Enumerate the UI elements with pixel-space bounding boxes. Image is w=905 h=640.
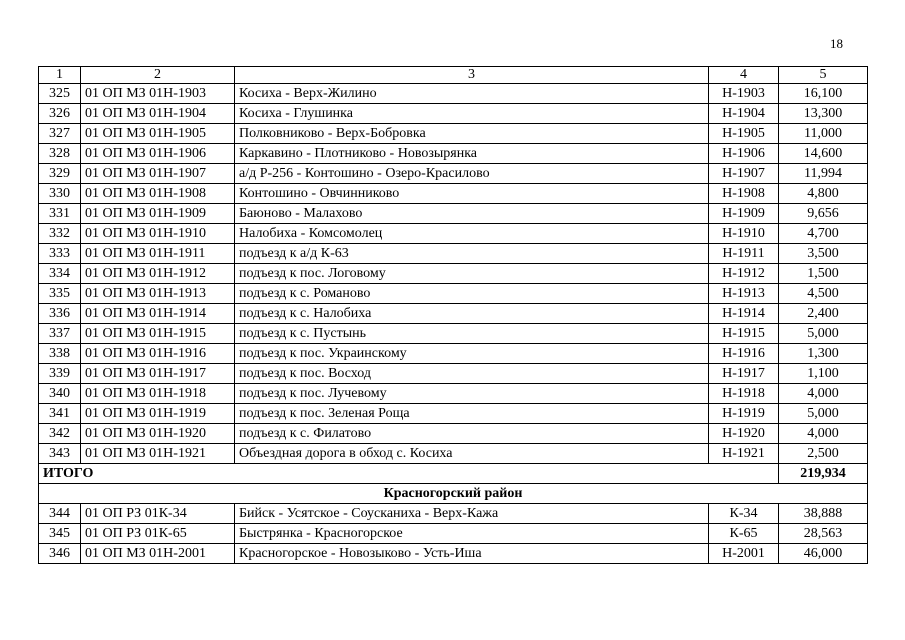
road-id: 01 ОП МЗ 01Н-1916 xyxy=(81,344,235,364)
row-number: 326 xyxy=(39,104,81,124)
road-length: 2,500 xyxy=(779,444,868,464)
table-row xyxy=(39,304,868,324)
table-row xyxy=(39,224,868,244)
road-length: 28,563 xyxy=(779,524,868,544)
road-name: подъезд к с. Пустынь xyxy=(235,324,709,344)
road-length: 4,500 xyxy=(779,284,868,304)
row-number: 345 xyxy=(39,524,81,544)
road-code: Н-1916 xyxy=(709,344,779,364)
road-name: Косиха - Верх-Жилино xyxy=(235,84,709,104)
road-name: подъезд к а/д К-63 xyxy=(235,244,709,264)
table-row xyxy=(39,444,868,464)
road-id: 01 ОП МЗ 01Н-1908 xyxy=(81,184,235,204)
road-name: подъезд к пос. Восход xyxy=(235,364,709,384)
road-length: 46,000 xyxy=(779,544,868,564)
road-id: 01 ОП МЗ 01Н-2001 xyxy=(81,544,235,564)
row-number: 328 xyxy=(39,144,81,164)
road-code: Н-1921 xyxy=(709,444,779,464)
road-length: 3,500 xyxy=(779,244,868,264)
column-number-row xyxy=(39,67,868,84)
road-name: Налобиха - Комсомолец xyxy=(235,224,709,244)
road-name: Баюново - Малахово xyxy=(235,204,709,224)
table-row xyxy=(39,344,868,364)
road-name: подъезд к с. Филатово xyxy=(235,424,709,444)
road-code: Н-1911 xyxy=(709,244,779,264)
road-code: Н-1907 xyxy=(709,164,779,184)
road-length: 1,500 xyxy=(779,264,868,284)
road-id: 01 ОП МЗ 01Н-1910 xyxy=(81,224,235,244)
row-number: 330 xyxy=(39,184,81,204)
row-number: 334 xyxy=(39,264,81,284)
table-row xyxy=(39,404,868,424)
road-name: подъезд к с. Налобиха xyxy=(235,304,709,324)
road-id: 01 ОП МЗ 01Н-1906 xyxy=(81,144,235,164)
row-number: 333 xyxy=(39,244,81,264)
road-length: 13,300 xyxy=(779,104,868,124)
road-length: 1,100 xyxy=(779,364,868,384)
road-name: Косиха - Глушинка xyxy=(235,104,709,124)
road-name: подъезд к пос. Украинскому xyxy=(235,344,709,364)
road-code: Н-1905 xyxy=(709,124,779,144)
road-name: подъезд к с. Романово xyxy=(235,284,709,304)
road-id: 01 ОП МЗ 01Н-1913 xyxy=(81,284,235,304)
table-row xyxy=(39,424,868,444)
road-code: Н-1915 xyxy=(709,324,779,344)
road-code: Н-1910 xyxy=(709,224,779,244)
district-title: Красногорский район xyxy=(39,484,868,504)
road-id: 01 ОП МЗ 01Н-1911 xyxy=(81,244,235,264)
road-code: Н-1913 xyxy=(709,284,779,304)
road-length: 4,800 xyxy=(779,184,868,204)
table-row xyxy=(39,544,868,564)
road-code: Н-1904 xyxy=(709,104,779,124)
road-length: 4,700 xyxy=(779,224,868,244)
table-row xyxy=(39,184,868,204)
road-length: 4,000 xyxy=(779,424,868,444)
road-code: Н-1914 xyxy=(709,304,779,324)
table-row xyxy=(39,504,868,524)
road-id: 01 ОП МЗ 01Н-1920 xyxy=(81,424,235,444)
roads-table xyxy=(38,66,868,564)
road-name: Быстрянка - Красногорское xyxy=(235,524,709,544)
row-number: 332 xyxy=(39,224,81,244)
row-number: 336 xyxy=(39,304,81,324)
table-row xyxy=(39,204,868,224)
row-number: 341 xyxy=(39,404,81,424)
page-number: 18 xyxy=(830,36,843,51)
row-number: 343 xyxy=(39,444,81,464)
column-number: 2 xyxy=(81,67,235,84)
column-number: 4 xyxy=(709,67,779,84)
table-row xyxy=(39,104,868,124)
road-id: 01 ОП РЗ 01К-65 xyxy=(81,524,235,544)
road-name: Полковниково - Верх-Бобровка xyxy=(235,124,709,144)
road-code: Н-1917 xyxy=(709,364,779,384)
road-code: К-34 xyxy=(709,504,779,524)
total-value: 219,934 xyxy=(779,464,868,484)
road-id: 01 ОП МЗ 01Н-1903 xyxy=(81,84,235,104)
road-id: 01 ОП МЗ 01Н-1909 xyxy=(81,204,235,224)
column-number: 1 xyxy=(39,67,81,84)
total-label: ИТОГО xyxy=(39,464,779,484)
road-name: а/д Р-256 - Контошино - Озеро-Красилово xyxy=(235,164,709,184)
road-id: 01 ОП МЗ 01Н-1921 xyxy=(81,444,235,464)
road-name: Контошино - Овчинниково xyxy=(235,184,709,204)
road-code: Н-1909 xyxy=(709,204,779,224)
road-id: 01 ОП МЗ 01Н-1907 xyxy=(81,164,235,184)
table-row xyxy=(39,324,868,344)
road-id: 01 ОП МЗ 01Н-1912 xyxy=(81,264,235,284)
road-name: подъезд к пос. Лучевому xyxy=(235,384,709,404)
road-code: Н-1908 xyxy=(709,184,779,204)
road-length: 14,600 xyxy=(779,144,868,164)
road-code: Н-1919 xyxy=(709,404,779,424)
road-code: Н-1918 xyxy=(709,384,779,404)
road-name: подъезд к пос. Логовому xyxy=(235,264,709,284)
road-id: 01 ОП МЗ 01Н-1905 xyxy=(81,124,235,144)
road-code: Н-1903 xyxy=(709,84,779,104)
road-length: 4,000 xyxy=(779,384,868,404)
road-length: 16,100 xyxy=(779,84,868,104)
road-code: Н-1920 xyxy=(709,424,779,444)
road-id: 01 ОП МЗ 01Н-1914 xyxy=(81,304,235,324)
road-name: Красногорское - Новозыково - Усть-Иша xyxy=(235,544,709,564)
table-row xyxy=(39,124,868,144)
road-code: К-65 xyxy=(709,524,779,544)
table-row xyxy=(39,164,868,184)
road-name: Бийск - Усятское - Соусканиха - Верх-Кажа xyxy=(235,504,709,524)
road-length: 38,888 xyxy=(779,504,868,524)
road-id: 01 ОП МЗ 01Н-1918 xyxy=(81,384,235,404)
road-name: подъезд к пос. Зеленая Роща xyxy=(235,404,709,424)
row-number: 329 xyxy=(39,164,81,184)
road-length: 9,656 xyxy=(779,204,868,224)
row-number: 339 xyxy=(39,364,81,384)
road-length: 5,000 xyxy=(779,324,868,344)
row-number: 327 xyxy=(39,124,81,144)
road-id: 01 ОП МЗ 01Н-1917 xyxy=(81,364,235,384)
column-number: 3 xyxy=(235,67,709,84)
table-row xyxy=(39,144,868,164)
table-row xyxy=(39,84,868,104)
table-row xyxy=(39,284,868,304)
road-code: Н-1906 xyxy=(709,144,779,164)
row-number: 325 xyxy=(39,84,81,104)
road-id: 01 ОП РЗ 01К-34 xyxy=(81,504,235,524)
road-id: 01 ОП МЗ 01Н-1904 xyxy=(81,104,235,124)
table-row xyxy=(39,364,868,384)
row-number: 346 xyxy=(39,544,81,564)
row-number: 342 xyxy=(39,424,81,444)
table-row xyxy=(39,524,868,544)
road-id: 01 ОП МЗ 01Н-1915 xyxy=(81,324,235,344)
column-number: 5 xyxy=(779,67,868,84)
table-row xyxy=(39,244,868,264)
table-row xyxy=(39,264,868,284)
row-number: 335 xyxy=(39,284,81,304)
row-number: 331 xyxy=(39,204,81,224)
row-number: 337 xyxy=(39,324,81,344)
road-length: 5,000 xyxy=(779,404,868,424)
total-row xyxy=(39,464,868,484)
road-name: Объездная дорога в обход с. Косиха xyxy=(235,444,709,464)
row-number: 338 xyxy=(39,344,81,364)
road-code: Н-2001 xyxy=(709,544,779,564)
district-header-row xyxy=(39,484,868,504)
roads-table-body xyxy=(39,67,868,564)
road-length: 11,000 xyxy=(779,124,868,144)
road-length: 2,400 xyxy=(779,304,868,324)
road-code: Н-1912 xyxy=(709,264,779,284)
road-name: Каркавино - Плотниково - Новозырянка xyxy=(235,144,709,164)
row-number: 344 xyxy=(39,504,81,524)
row-number: 340 xyxy=(39,384,81,404)
road-length: 1,300 xyxy=(779,344,868,364)
table-row xyxy=(39,384,868,404)
road-id: 01 ОП МЗ 01Н-1919 xyxy=(81,404,235,424)
road-length: 11,994 xyxy=(779,164,868,184)
